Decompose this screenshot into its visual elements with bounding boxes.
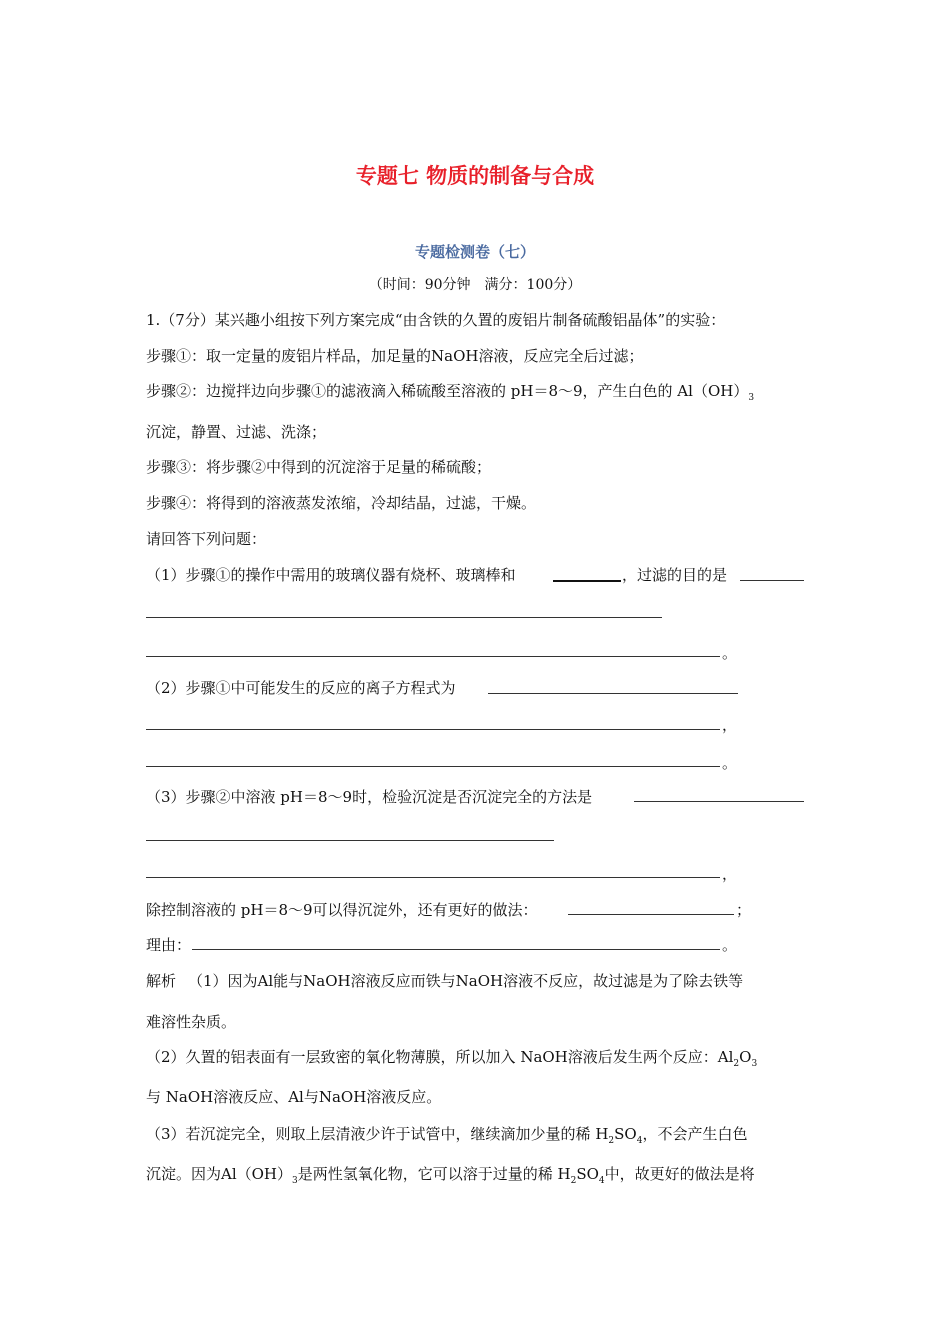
analysis-part-1-line-2: 难溶性杂质。: [146, 1013, 237, 1031]
comma: ，: [722, 716, 738, 734]
answer-blank-purpose-2[interactable]: [146, 617, 662, 618]
step-1: 步骤①：取一定量的废铝片样品，加足量的NaOH溶液，反应完全后过滤；: [146, 347, 644, 365]
comma: ，: [722, 865, 738, 883]
time-info: （时间：90分钟 满分：100分）: [368, 277, 582, 293]
analysis-part-2-line-2: 与 NaOH溶液反应、Al与NaOH溶液反应。: [146, 1088, 442, 1106]
period: 。: [722, 754, 738, 772]
part-2-text: （2）步骤①中可能发生的反应的离子方程式为: [146, 679, 456, 697]
answer-blank-reason[interactable]: [192, 949, 720, 950]
step-4: 步骤④：将得到的溶液蒸发浓缩，冷却结晶，过滤，干燥。: [146, 494, 537, 512]
answer-blank-purpose-1[interactable]: [740, 580, 804, 581]
step-2-line-2: 沉淀，静置、过滤、洗涤；: [146, 423, 327, 441]
answer-blank-equation-1[interactable]: [488, 693, 738, 694]
document-title: 专题七 物质的制备与合成: [355, 164, 595, 188]
semicolon: ；: [736, 901, 752, 919]
part-3-text: （3）步骤②中溶液 pH＝8～9时，检验沉淀是否沉淀完全的方法是: [146, 788, 593, 806]
part-1-text-b: ，过滤的目的是: [622, 566, 728, 584]
analysis-label: 解析: [146, 972, 177, 990]
answer-blank-better-method[interactable]: [568, 914, 734, 915]
analysis-part-1-line-1: （1）因为Al能与NaOH溶液反应而铁与NaOH溶液不反应，故过滤是为了除去铁等: [188, 972, 744, 990]
answer-blank-method-1[interactable]: [634, 801, 804, 802]
part-1-text: （1）步骤①的操作中需用的玻璃仪器有烧杯、玻璃棒和: [146, 566, 516, 584]
exam-subtitle: 专题检测卷（七）: [414, 243, 535, 261]
step-2-line-1: 步骤②：边搅拌边向步骤①的滤液滴入稀硫酸至溶液的 pH＝8～9，产生白色的 $Al(OH)_3$: [146, 382, 755, 403]
answer-blank-glassware[interactable]: [553, 580, 621, 582]
analysis-part-2-line-1: （2）久置的铝表面有一层致密的氧化物薄膜，所以加入 NaOH溶液后发生两个反应：$Al_2O_3$: [146, 1048, 758, 1069]
period: 。: [722, 644, 738, 662]
prompt: 请回答下列问题：: [146, 530, 267, 548]
answer-blank-method-3[interactable]: [146, 877, 720, 878]
period: 。: [722, 936, 738, 954]
answer-blank-method-2[interactable]: [146, 840, 554, 841]
step-3: 步骤③：将步骤②中得到的沉淀溶于足量的稀硫酸；: [146, 458, 492, 476]
analysis-part-3-line-2: 沉淀。因为$Al(OH)_3$是两性氢氧化物，它可以溶于过量的稀 $H_2SO_4$中，故更好的做法是将: [146, 1165, 755, 1186]
question-intro: 1.（7分）某兴趣小组按下列方案完成“由含铁的久置的废铝片制备硫酸铝晶体”的实验：: [146, 311, 726, 329]
answer-blank-purpose-3[interactable]: [146, 656, 720, 657]
answer-blank-equation-3[interactable]: [146, 766, 720, 767]
part-3-alternative: 除控制溶液的 pH＝8～9可以得沉淀外，还有更好的做法：: [146, 901, 538, 919]
answer-blank-equation-2[interactable]: [146, 729, 720, 730]
analysis-part-3-line-1: （3）若沉淀完全，则取上层清液少许于试管中，继续滴加少量的稀 $H_2SO_4$，不会产生白色: [146, 1125, 748, 1146]
part-3-reason: 理由：: [146, 936, 192, 954]
